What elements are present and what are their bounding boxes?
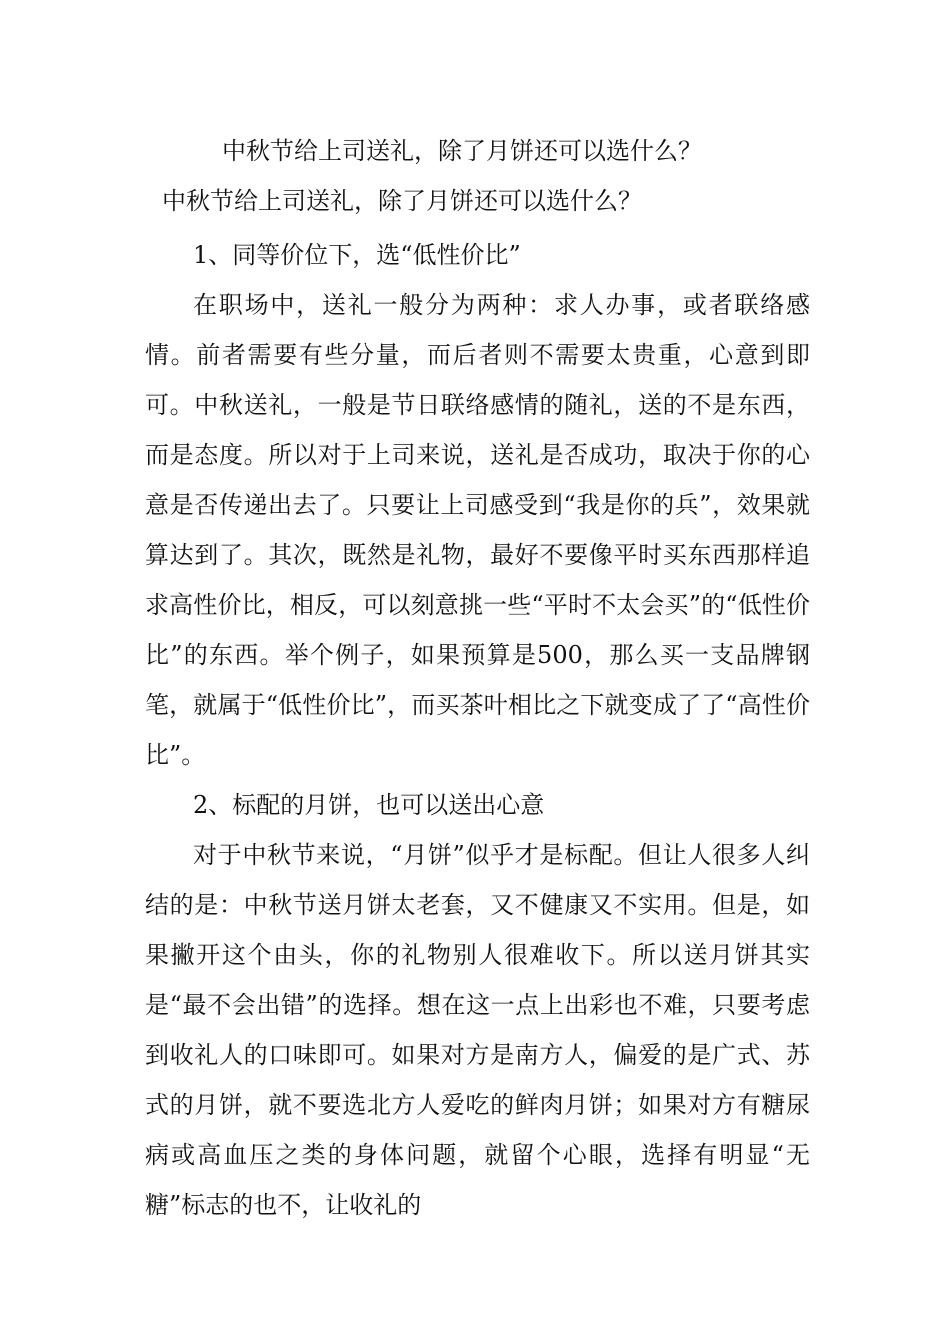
paragraph-2: 对于中秋节来说，“月饼”似乎才是标配。但让人很多人纠结的是：中秋节送月饼太老套，又不健康又不实用。但是，如果撇开这个由头，你的礼物别人很难收下。所以送月饼其实是“最不会出错”的选择。想在这一点上出彩也不难，只要考虑到收礼人的口味即可。如果对方是南方人，偏爱的是广式、苏式的月饼，就不要选北方人爱吃的鲜肉月饼；如果对方有糖尿病或高血压之类的身体问题，就留个心眼，选择有明显“无糖”标志的也不，让收礼的 xyxy=(145,841,810,1219)
paragraph-1: 在职场中，送礼一般分为两种：求人办事，或者联络感情。前者需要有些分量，而后者则不需要太贵重，心意到即可。中秋送礼，一般是节日联络感情的随礼，送的不是东西，而是态度。所以对于上司来说，送礼是否成功，取决于你的心意是否传递出去了。只要让上司感受到“我是你的兵”，效果就算达到了。其次，既然是礼物，最好不要像平时买东西那样追求高性价比，相反，可以刻意挑一些“平时不太会买”的“低性价比”的东西。举个例子，如果预算是500，那么买一支品牌钢笔，就属于“低性价比”，而买茶叶相比之下就变成了了“高性价比”。 xyxy=(145,291,810,769)
document-body xyxy=(145,230,810,1230)
section-heading-1: 1、同等价位下，选“低性价比” xyxy=(193,241,521,269)
document-title: 中秋节给上司送礼，除了月饼还可以选什么？ xyxy=(222,137,702,165)
section-heading-2: 2、标配的月饼，也可以送出心意 xyxy=(193,791,545,819)
document-subtitle: 中秋节给上司送礼，除了月饼还可以选什么？ xyxy=(162,187,642,215)
